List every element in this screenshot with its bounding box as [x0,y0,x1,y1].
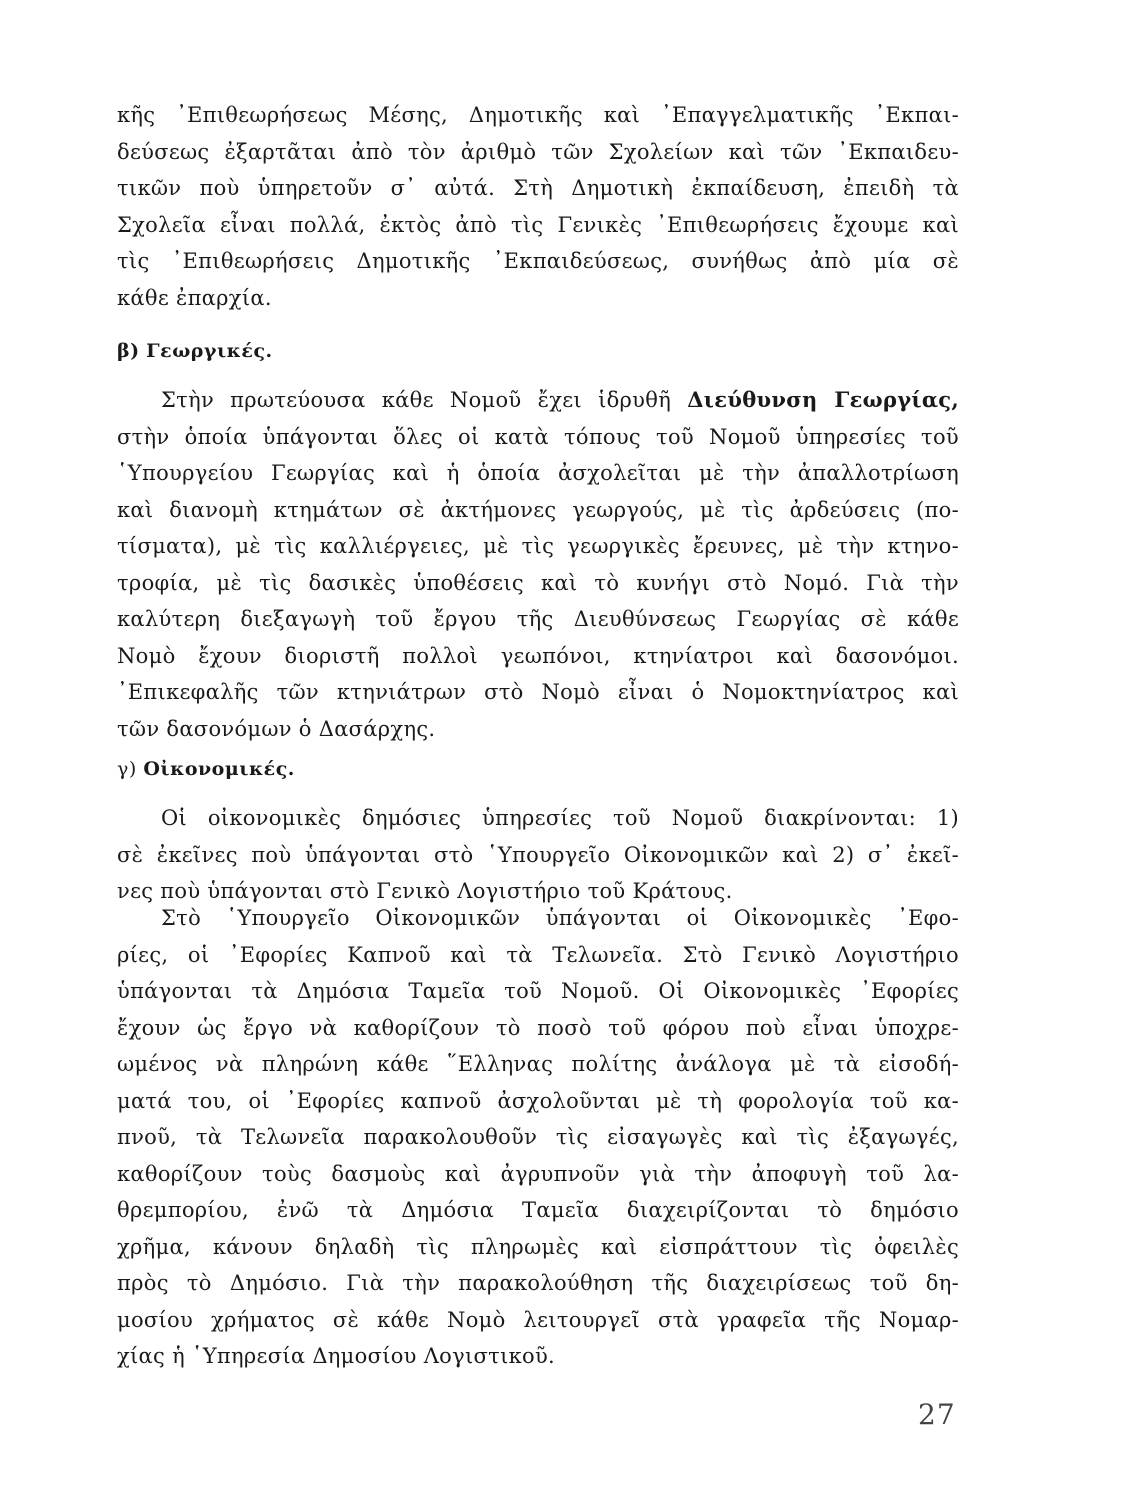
section-b-line: τροφία, μὲ τὶς δασικὲς ὑποθέσεις καὶ τὸ κυνήγι στὸ Νομό. Γιὰ τὴν [117,570,959,595]
section-b-heading [117,339,273,363]
section-b-line: τίσματα), μὲ τὶς καλλιέργειες, μὲ τὶς γεωργικὲς ἔρευνες, μὲ τὴν κτηνο- [117,534,959,558]
section-c-heading [117,757,295,781]
section-c-paragraph-1 [117,800,959,910]
section-c-line: ὑπάγονται τὰ Δημόσια Ταμεῖα τοῦ Νομοῦ. Οἱ Οἰκονομικὲς ᾿Εφορίες [117,979,959,1003]
section-c-line: Στὸ ῾Υπουργεῖο Οἰκονομικῶν ὑπάγονται οἱ Οἰκονομικὲς ᾿Εφο- [161,906,959,930]
section-c-line: χίας ἡ ῾Υπηρεσία Δημοσίου Λογιστικοῦ. [117,1344,556,1368]
section-b-marker: β) [117,340,140,362]
section-c-line: χρῆμα, κάνουν δηλαδὴ τὶς πληρωμὲς καὶ εἰσπράττουν τὶς ὀφειλὲς [117,1234,959,1259]
section-c-title: Οἰκονομικές. [143,758,295,780]
intro-line: τὶς ᾿Επιθεωρήσεις Δημοτικῆς ᾿Εκπαιδεύσεως, συνήθως ἀπὸ μία σὲ [117,249,959,273]
section-b-line: τῶν δασονόμων ὁ Δασάρχης. [117,716,436,741]
intro-line: δεύσεως ἐξαρτᾶται ἀπὸ τὸν ἀριθμὸ τῶν Σχολείων καὶ τῶν ᾿Εκπαιδευ- [117,139,959,164]
section-b-line: στὴν ὁποία ὑπάγονται ὅλες οἱ κατὰ τόπους τοῦ Νομοῦ ὑπηρεσίες τοῦ [117,424,959,449]
intro-line: Σχολεῖα εἶναι πολλά, ἐκτὸς ἀπὸ τὶς Γενικὲς ᾿Επιθεωρήσεις ἔχουμε καὶ [117,212,959,237]
agriculture-directorate-term: Διεύθυνση Γεωργίας, [687,387,960,412]
section-b-line: ᾿Επικεφαλῆς τῶν κτηνιάτρων στὸ Νομὸ εἶναι ὁ Νομοκτηνίατρος καὶ [117,680,959,704]
section-b-title: Γεωργικές. [146,340,273,362]
section-c-line: πρὸς τὸ Δημόσιο. Γιὰ τὴν παρακολούθηση τῆς διαχειρίσεως τοῦ δη- [117,1271,959,1295]
section-b-first-line [117,382,959,419]
section-c-line: νες ποὺ ὑπάγονται στὸ Γενικὸ Λογιστήριο τοῦ Κράτους. [117,879,733,903]
section-b-line: Νομὸ ἔχουν διοριστῆ πολλοὶ γεωπόνοι, κτηνίατροι καὶ δασονόμοι. [117,643,959,668]
section-c-paragraph-2 [117,900,959,1375]
section-c-line: ρίες, οἱ ᾿Εφορίες Καπνοῦ καὶ τὰ Τελωνεῖα. Στὸ Γενικὸ Λογιστήριο [117,942,959,967]
section-c-line: μοσίου χρήματος σὲ κάθε Νομὸ λειτουργεῖ στὰ γραφεῖα τῆς Νομαρ- [117,1307,959,1332]
section-c-line: θρεμπορίου, ἐνῶ τὰ Δημόσια Ταμεῖα διαχειρίζονται τὸ δημόσιο [117,1198,959,1222]
section-c-line: καθορίζουν τοὺς δασμοὺς καὶ ἀγρυπνοῦν γιὰ τὴν ἀποφυγὴ τοῦ λα- [117,1161,959,1186]
section-c-marker: γ) [117,758,137,780]
section-b-line: καὶ διανομὴ κτημάτων σὲ ἀκτήμονες γεωργούς, μὲ τὶς ἀρδεύσεις (πο- [117,497,959,522]
intro-line: κῆς ᾿Επιθεωρήσεως Μέσης, Δημοτικῆς καὶ ᾿Επαγγελματικῆς ᾿Εκπαι- [117,103,959,127]
section-c-line: ωμένος νὰ πληρώνη κάθε ῞Ελληνας πολίτης ἀνάλογα μὲ τὰ εἰσοδή- [117,1052,959,1076]
intro-line: τικῶν ποὺ ὑπηρετοῦν σ᾿ αὐτά. Στὴ Δημοτικὴ ἐκπαίδευση, ἐπειδὴ τὰ [117,176,959,200]
section-c-line: ματά του, οἱ ᾿Εφορίες καπνοῦ ἀσχολοῦνται μὲ τὴ φορολογία τοῦ κα- [117,1088,959,1113]
intro-line: κάθε ἐπαρχία. [117,285,272,310]
intro-paragraph [117,97,959,316]
section-c-line: ἔχουν ὡς ἔργο νὰ καθορίζουν τὸ ποσὸ τοῦ φόρου ποὺ εἶναι ὑποχρε- [117,1015,959,1040]
page-number: 27 [918,1398,956,1431]
section-b-line: ῾Υπουργείου Γεωργίας καὶ ἡ ὁποία ἀσχολεῖται μὲ τὴν ἀπαλλοτρίωση [117,461,959,485]
section-b-paragraph [117,382,959,747]
section-c-line: σὲ ἐκεῖνες ποὺ ὑπάγονται στὸ ῾Υπουργεῖο Οἰκονομικῶν καὶ 2) σ᾿ ἐκεῖ- [117,842,959,867]
section-c-line: Οἱ οἰκονομικὲς δημόσιες ὑπηρεσίες τοῦ Νομοῦ διακρίνονται: 1) [161,806,959,830]
section-c-line: πνοῦ, τὰ Τελωνεῖα παρακολουθοῦν τὶς εἰσαγωγὲς καὶ τὶς ἐξαγωγές, [117,1125,959,1149]
section-b-first-line-text: Στὴν πρωτεύουσα κάθε Νομοῦ ἔχει ἱδρυθῆ [161,388,688,412]
section-b-line: καλύτερη διεξαγωγὴ τοῦ ἔργου τῆς Διευθύνσεως Γεωργίας σὲ κάθε [117,607,959,631]
